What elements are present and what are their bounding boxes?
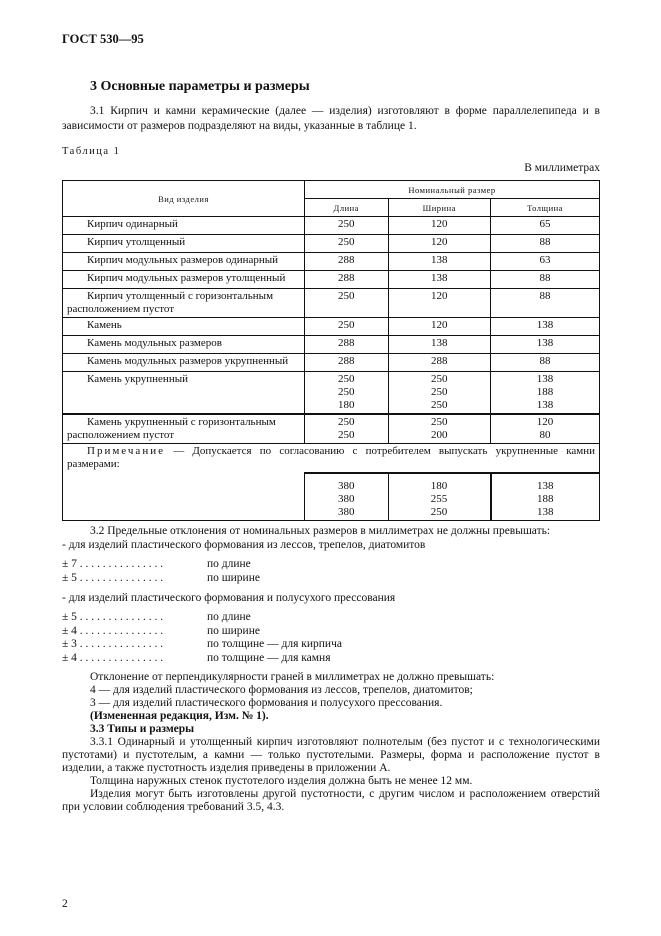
thickness-cell xyxy=(491,253,600,271)
cell-value: 250 xyxy=(338,319,355,331)
cell-value: 250 xyxy=(338,429,355,441)
cell-value: 120 xyxy=(431,290,448,302)
cell-value: 138 xyxy=(537,506,554,518)
tolerance-dimension: по длине xyxy=(207,611,251,623)
length-cell xyxy=(305,318,389,336)
product-name: Кирпич утолщенный xyxy=(63,235,305,253)
product-name: Камень модульных размеров xyxy=(63,336,305,354)
length-cell xyxy=(305,354,389,372)
cell-value: 200 xyxy=(431,429,448,441)
paragraph-3-1: 3.1 Кирпич и камни керамические (далее — изделия) изготовляют в форме параллелепипеда и в зависимости от размеров подразделяют на виды, указанные в таблице 1. xyxy=(62,105,600,132)
table-row xyxy=(63,217,600,235)
cell-value: 250 xyxy=(338,218,355,230)
tolerance-dimension: по ширине xyxy=(207,571,260,584)
cell-value: 138 xyxy=(536,337,554,349)
cell-value: 250 xyxy=(431,386,448,398)
col-width: Ширина xyxy=(388,199,491,217)
table-row xyxy=(63,289,600,318)
cell-value: 120 xyxy=(536,416,554,428)
length-cell xyxy=(305,271,389,289)
width-cell xyxy=(388,336,491,354)
amendment-note: (Измененная редакция, Изм. № 1). xyxy=(90,710,269,722)
dimensions-table xyxy=(62,180,600,521)
table-note xyxy=(63,444,600,474)
thickness-cell xyxy=(491,336,600,354)
product-name: Камень укрупненный с горизонтальным расположением пустот xyxy=(63,414,305,444)
cell-value: 138 xyxy=(431,337,448,349)
cell-value: 65 xyxy=(539,218,551,230)
tolerance-dimension: по длине xyxy=(207,558,251,570)
cell-value: 250 xyxy=(430,506,448,518)
thickness-cell xyxy=(491,354,600,372)
cell-value: 138 xyxy=(536,373,554,385)
cell-value: 80 xyxy=(539,429,551,441)
product-name: Кирпич утолщенный с горизонтальным расположением пустот xyxy=(63,289,305,318)
cell-value: 138 xyxy=(431,272,448,284)
product-name: Камень укрупненный xyxy=(63,372,305,415)
cell-value: 288 xyxy=(431,355,448,367)
perp-line: 3 — для изделий пластического формования и полусухого прессования. xyxy=(90,697,443,709)
length-cell xyxy=(305,336,389,354)
tolerance-dimension: по толщине — для кирпича xyxy=(207,638,342,650)
col-thickness: Толщина xyxy=(491,199,600,217)
tolerance-value: ± 4 . . . . . . . . . . . . . . . xyxy=(62,651,164,664)
group-2-label: - для изделий пластического формования и полусухого прессования xyxy=(62,592,396,604)
col-nominal: Номинальный размер xyxy=(305,181,600,199)
cell-value: 88 xyxy=(539,272,551,284)
product-name: Кирпич модульных размеров утолщенный xyxy=(63,271,305,289)
tolerance-value: ± 7 . . . . . . . . . . . . . . . xyxy=(62,558,164,570)
cell-value: 120 xyxy=(431,319,448,331)
cell-value: 188 xyxy=(536,386,554,398)
length-cell xyxy=(305,473,389,521)
width-cell xyxy=(388,473,491,521)
length-cell xyxy=(305,253,389,271)
width-cell xyxy=(388,372,491,415)
table-row xyxy=(63,354,600,372)
table-row xyxy=(63,336,600,354)
perp-line: Отклонение от перпендикулярности граней в миллиметрах не должно превышать: xyxy=(90,671,495,683)
tolerance-value: ± 5 . . . . . . . . . . . . . . . xyxy=(62,571,164,584)
col-length: Длина xyxy=(305,199,389,217)
cell-value: 250 xyxy=(338,416,355,428)
thickness-cell xyxy=(491,318,600,336)
width-cell xyxy=(388,235,491,253)
units-label: В миллиметрах xyxy=(524,162,600,174)
width-cell xyxy=(388,414,491,444)
page-number: 2 xyxy=(62,898,68,910)
cell-value: 288 xyxy=(338,254,355,266)
tolerance-value: ± 3 . . . . . . . . . . . . . . . xyxy=(62,638,164,650)
section-3-3-title: 3.3 Типы и размеры xyxy=(90,723,195,735)
perp-line: 4 — для изделий пластического формования из лессов, трепелов, диатомитов; xyxy=(90,684,473,696)
tolerance-item xyxy=(62,652,600,666)
cell-value: 250 xyxy=(431,399,448,411)
table-row xyxy=(63,235,600,253)
tolerance-item xyxy=(62,625,600,639)
cell-value: 138 xyxy=(536,319,554,331)
table-row xyxy=(63,372,600,415)
thickness-cell xyxy=(491,372,600,415)
paragraph-3-2: 3.2 Предельные отклонения от номинальных размеров в миллиметрах не должны превышать: xyxy=(90,525,551,537)
table-row xyxy=(63,271,600,289)
table-row xyxy=(63,318,600,336)
col-kind: Вид изделия xyxy=(63,181,305,217)
note-label: Примечание xyxy=(87,445,165,457)
tolerance-item xyxy=(62,558,600,572)
width-cell xyxy=(388,318,491,336)
section-title: 3 Основные параметры и размеры xyxy=(90,79,310,94)
cell-value: 180 xyxy=(430,480,448,492)
table-row xyxy=(63,253,600,271)
width-cell xyxy=(388,271,491,289)
width-cell xyxy=(388,289,491,318)
thickness-cell xyxy=(491,473,600,521)
tolerance-dimension: по ширине xyxy=(207,624,260,637)
cell-value: 120 xyxy=(431,236,448,248)
length-cell xyxy=(305,372,389,415)
paragraph-3-3-1: 3.3.1 Одинарный и утолщенный кирпич изготовляют полнотелым (без пустот и с технологическими пустотами) и пустотелым, а камни — только пустотелыми. Размеры, форма и расположение пустот в изделии, а также пустотность изделия приведены в приложении А. xyxy=(62,736,600,774)
product-name: Кирпич одинарный xyxy=(63,217,305,235)
length-cell xyxy=(305,235,389,253)
thickness-cell xyxy=(491,217,600,235)
tolerance-list-1 xyxy=(62,558,600,585)
product-name: Камень xyxy=(63,318,305,336)
tolerance-value: ± 5 . . . . . . . . . . . . . . . xyxy=(62,611,164,623)
cell-value: 88 xyxy=(539,355,551,367)
paragraph-other-voids: Изделия могут быть изготовлены другой пустотности, с другим числом и расположением отверстий при условии соблюдения требований 3.5, 4.3. xyxy=(62,788,600,813)
width-cell xyxy=(388,217,491,235)
cell-value: 63 xyxy=(539,254,551,266)
cell-value: 138 xyxy=(536,399,554,411)
note-sizes-row xyxy=(63,473,600,521)
product-name: Кирпич модульных размеров одинарный xyxy=(63,253,305,271)
document-header: ГОСТ 530—95 xyxy=(62,32,144,46)
note-row xyxy=(63,444,600,474)
paragraph-wall-thickness: Толщина наружных стенок пустотелого изделия должна быть не менее 12 мм. xyxy=(90,775,473,787)
cell-value: 138 xyxy=(537,480,554,492)
cell-value: 120 xyxy=(431,218,448,230)
product-name: Камень модульных размеров укрупненный xyxy=(63,354,305,372)
cell-value: 288 xyxy=(338,272,355,284)
cell-value: 288 xyxy=(338,337,355,349)
thickness-cell xyxy=(491,289,600,318)
tolerance-value: ± 4 . . . . . . . . . . . . . . . xyxy=(62,624,164,637)
tolerance-item xyxy=(62,638,600,652)
cell-value: 288 xyxy=(338,355,355,367)
note-text: — Допускается по согласованию с потребителем выпускать укрупненные камни размерами: xyxy=(67,445,595,470)
cell-value: 380 xyxy=(338,506,355,518)
cell-value: 250 xyxy=(338,373,355,385)
table-row xyxy=(63,414,600,444)
cell-value: 88 xyxy=(539,236,551,248)
width-cell xyxy=(388,354,491,372)
cell-value: 138 xyxy=(431,254,448,266)
cell-value: 188 xyxy=(537,493,554,505)
cell-value: 250 xyxy=(338,386,355,398)
group-1-label: - для изделий пластического формования из лессов, трепелов, диатомитов xyxy=(62,539,426,551)
tolerance-item xyxy=(62,611,600,625)
cell-value: 180 xyxy=(338,399,355,411)
tolerance-list-2 xyxy=(62,611,600,665)
cell-value: 250 xyxy=(431,373,448,385)
thickness-cell xyxy=(491,235,600,253)
thickness-cell xyxy=(491,271,600,289)
thickness-cell xyxy=(491,414,600,444)
cell-value: 250 xyxy=(338,290,355,302)
tolerance-item xyxy=(62,572,600,586)
cell-value: 255 xyxy=(430,493,448,505)
cell-value: 250 xyxy=(431,416,448,428)
cell-value: 380 xyxy=(338,480,355,492)
length-cell xyxy=(305,217,389,235)
tolerance-dimension: по толщине — для камня xyxy=(207,651,331,664)
cell-value: 250 xyxy=(338,236,355,248)
cell-value: 380 xyxy=(338,493,355,505)
table-caption: Таблица 1 xyxy=(62,146,121,157)
length-cell xyxy=(305,414,389,444)
length-cell xyxy=(305,289,389,318)
width-cell xyxy=(388,253,491,271)
cell-value: 88 xyxy=(539,290,551,302)
empty-cell xyxy=(63,473,305,521)
